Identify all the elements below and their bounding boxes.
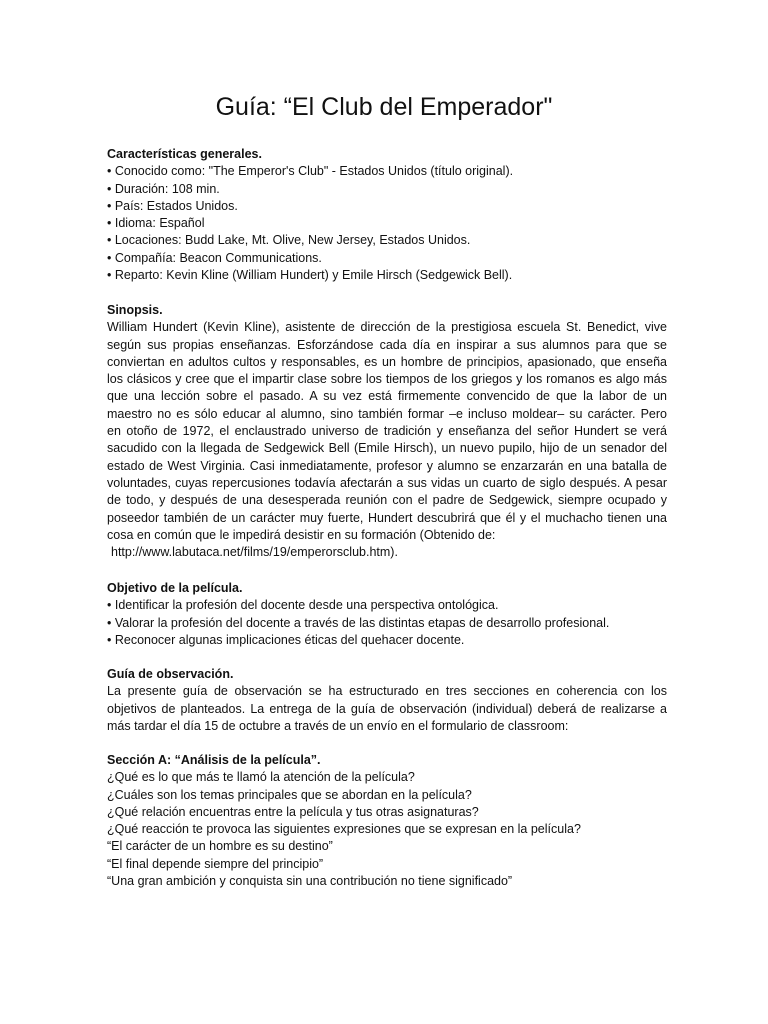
objetivo-section [107,580,667,649]
sinopsis-heading: Sinopsis. [107,303,163,317]
paragraph-line: voluntades, cuyas repercusiones todavía afectarán a sus vidas un cuarto de siglo después. A pesar [107,475,667,490]
question-line: ¿Qué reacción te provoca las siguientes expresiones que se expresan en la película? [107,822,581,837]
paragraph-line: según sus propias enseñanzas. Esforzándose cada día en inspirar a sus alumnos para que se [107,337,667,352]
paragraph-line: objetivos de planteados. La entrega de la guía de observación (individual) deberá de realizarse a [107,701,667,716]
paragraph-line: estado de West Virginia. Casi inmediatamente, profesor y alumno se enzarzarán en una batalla de [107,458,667,473]
list-item: • Reparto: Kevin Kline (William Hundert) y Emile Hirsch (Sedgewick Bell). [107,268,513,283]
question-line: ¿Cuáles son los temas principales que se abordan en la película? [107,787,472,802]
list-item: • Reconocer algunas implicaciones éticas del quehacer docente. [107,632,465,647]
list-item: • Valorar la profesión del docente a través de las distintas etapas de desarrollo profesional. [107,615,610,630]
paragraph-line: sacudido con la llegada de Sedgewick Bell (Emile Hirsch), un nuevo pupilo, hijo de un senador del [107,441,667,456]
caracteristicas-section [107,146,667,284]
document-title: Guía: “El Club del Emperador" [215,93,553,121]
paragraph-line: de todo, y después de una desesperada reunión con el padre de Sedgewick, siempre ocupado y [107,493,667,508]
paragraph-line: William Hundert (Kevin Kline), asistente de dirección de la prestigiosa escuela St. Benedict, vive [107,320,667,335]
list-item: • Conocido como: "The Emperor's Club" - Estados Unidos (título original). [107,164,514,179]
paragraph-line: que una lección sobre el pasado. A su vez está firmemente convencido de que la labor de un [107,389,667,404]
paragraph-line: conviertan en adultos cultos y responsables, es un hombre de principios, apasionado, que enseña [107,354,667,369]
quote-line: “El final depende siempre del principio” [107,856,324,871]
quote-line: “Una gran ambición y conquista sin una contribución no tiene significado” [107,874,513,889]
list-item: • Identificar la profesión del docente desde una perspectiva ontológica. [107,598,499,613]
source-link: http://www.labutaca.net/films/19/emperorsclub.htm). [111,545,398,560]
paragraph-line: los clásicos y cree que el impartir clase sobre los tiempos de los griegos y los romanos es algo más [107,372,667,387]
guia-heading: Guía de observación. [107,667,234,681]
seccion-a-section [107,752,667,890]
paragraph-line: más tardar el día 15 de octubre a través de un envío en el formulario de classroom: [107,718,569,733]
question-line: ¿Qué es lo que más te llamó la atención de la película? [107,770,415,785]
list-item: • Idioma: Español [107,216,205,231]
question-line: ¿Qué relación encuentras entre la película y tus otras asignaturas? [107,804,479,819]
paragraph-line: poseedor también de un carácter muy fuerte, Hundert descubrirá que él y el muchacho tienen una [107,510,667,525]
caracteristicas-heading: Características generales. [107,147,262,161]
list-item: • Duración: 108 min. [107,181,220,196]
quote-line: “El carácter de un hombre es su destino” [107,839,333,854]
guia-section [107,666,667,735]
sinopsis-section [107,302,667,561]
paragraph-line: en otoño de 1972, el enclaustrado universo de tradición y enseñanza del señor Hundert se verá [107,424,667,439]
list-item: • Locaciones: Budd Lake, Mt. Olive, New Jersey, Estados Unidos. [107,233,471,248]
objetivo-heading: Objetivo de la película. [107,581,243,595]
list-item: • Compañía: Beacon Communications. [107,250,322,265]
seccion-a-heading: Sección A: “Análisis de la película”. [107,753,321,767]
paragraph-line: cosa en común que le impedirá desistir en su formación (Obtenido de: [107,527,496,542]
list-item: • País: Estados Unidos. [107,198,238,213]
paragraph-line: La presente guía de observación se ha estructurado en tres secciones en coherencia con los [107,684,667,699]
paragraph-line: maestro no es sólo educar al alumno, sino también formar –e incluso moldear– su carácter. Pero [107,406,667,421]
